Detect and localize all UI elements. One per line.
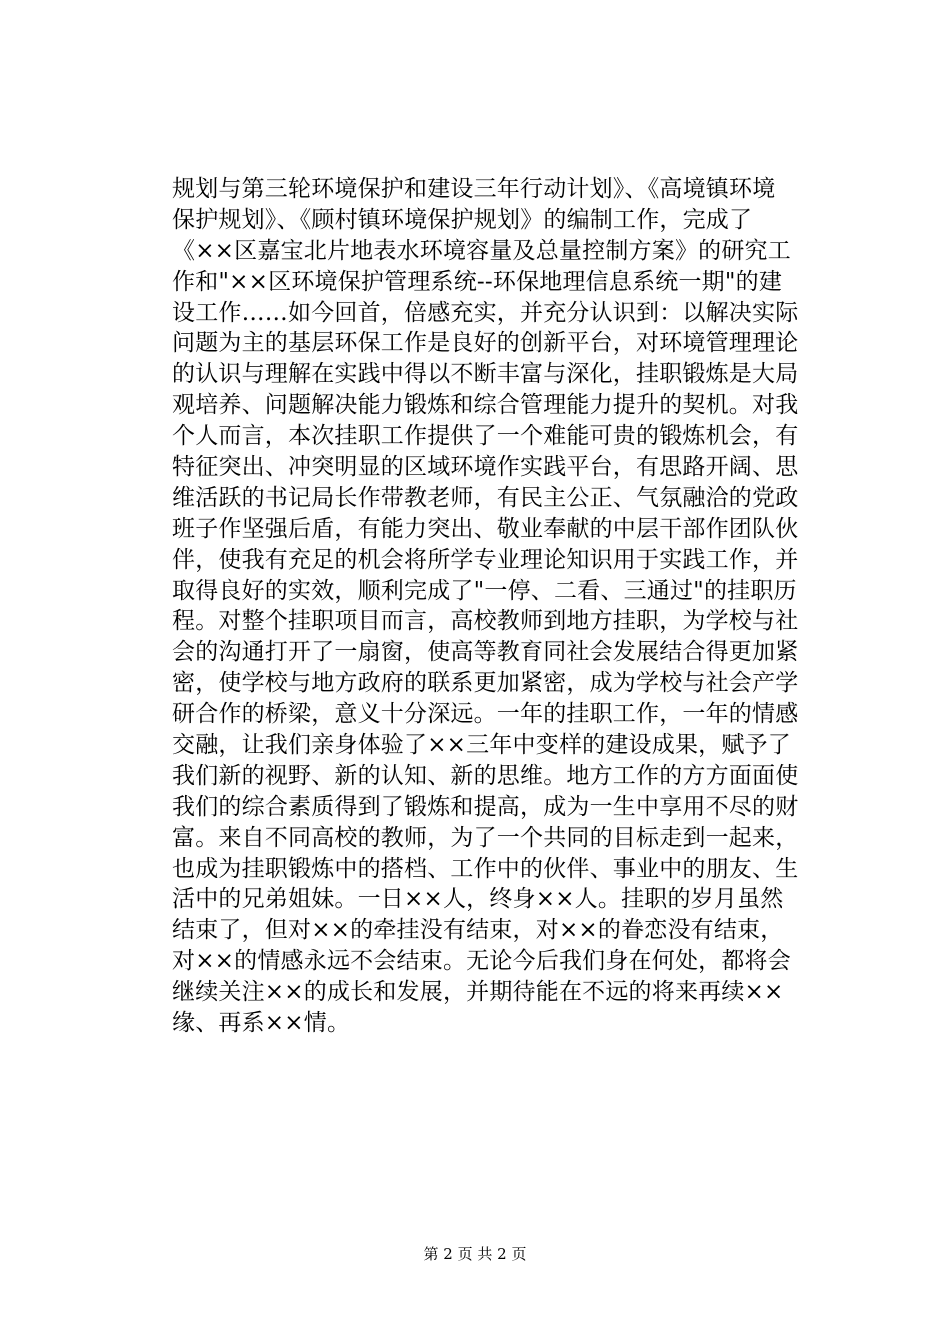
text-line: 交融，让我们亲身体验了××三年中变样的建设成果，赋予了 bbox=[172, 732, 791, 759]
text-line: 保护规划》、《顾村镇环境保护规划》的编制工作，完成了 bbox=[172, 206, 753, 233]
text-line: 作和"××区环境保护管理系统--环保地理信息系统一期"的建 bbox=[172, 268, 783, 295]
text-line: 结束了，但对××的牵挂没有结束，对××的眷恋没有结束， bbox=[172, 917, 784, 944]
text-line: 取得良好的实效，顺利完成了"一停、二看、三通过"的挂职历 bbox=[172, 577, 797, 604]
text-line: 规划与第三轮环境保护和建设三年行动计划》、《高境镇环境 bbox=[172, 176, 776, 202]
text-line: 也成为挂职锻炼中的搭档、工作中的伙伴、事业中的朋友、生 bbox=[172, 855, 799, 882]
text-line: 的认识与理解在实践中得以不断丰富与深化，挂职锻炼是大局 bbox=[172, 361, 799, 388]
text-line: 我们新的视野、新的认知、新的思维。地方工作的方方面面使 bbox=[172, 762, 799, 789]
text-line: 缘、再系××情。 bbox=[172, 1010, 351, 1037]
text-line: 对××的情感永远不会结束。无论今后我们身在何处，都将会 bbox=[172, 948, 791, 975]
text-line: 研合作的桥梁，意义十分深远。一年的挂职工作，一年的情感 bbox=[172, 701, 799, 728]
text-line: 密，使学校与地方政府的联系更加紧密，成为学校与社会产学 bbox=[172, 670, 799, 697]
page-number: 第 2 页 共 2 页 bbox=[423, 1245, 527, 1263]
text-line: 观培养、问题解决能力锻炼和综合管理能力提升的契机。对我 bbox=[172, 392, 799, 419]
text-line: 程。对整个挂职项目而言，高校教师到地方挂职，为学校与社 bbox=[172, 608, 799, 635]
text-line: 富。来自不同高校的教师，为了一个共同的目标走到一起来， bbox=[172, 824, 799, 851]
text-line: 个人而言，本次挂职工作提供了一个难能可贵的锻炼机会，有 bbox=[172, 423, 799, 450]
body-paragraph bbox=[172, 174, 812, 1039]
text-line: 《××区嘉宝北片地表水环境容量及总量控制方案》的研究工 bbox=[172, 237, 791, 264]
text-line: 伴，使我有充足的机会将所学专业理论知识用于实践工作，并 bbox=[172, 546, 799, 573]
text-line: 活中的兄弟姐妹。一日××人，终身××人。挂职的岁月虽然 bbox=[172, 886, 784, 913]
text-line: 我们的综合素质得到了锻炼和提高，成为一生中享用不尽的财 bbox=[172, 793, 799, 820]
text-line: 会的沟通打开了一扇窗，使高等教育同社会发展结合得更加紧 bbox=[172, 639, 799, 666]
text-line: 班子作坚强后盾，有能力突出、敬业奉献的中层干部作团队伙 bbox=[172, 515, 799, 542]
text-line: 问题为主的基层环保工作是良好的创新平台，对环境管理理论 bbox=[172, 330, 799, 357]
text-line: 继续关注××的成长和发展，并期待能在不远的将来再续×× bbox=[172, 979, 784, 1006]
text-line: 特征突出、冲突明显的区域环境作实践平台，有思路开阔、思 bbox=[172, 454, 799, 481]
text-line: 设工作……如今回首，倍感充实，并充分认识到：以解决实际 bbox=[172, 299, 799, 326]
page-footer bbox=[0, 1244, 950, 1264]
text-line: 维活跃的书记局长作带教老师，有民主公正、气氛融洽的党政 bbox=[172, 484, 799, 511]
